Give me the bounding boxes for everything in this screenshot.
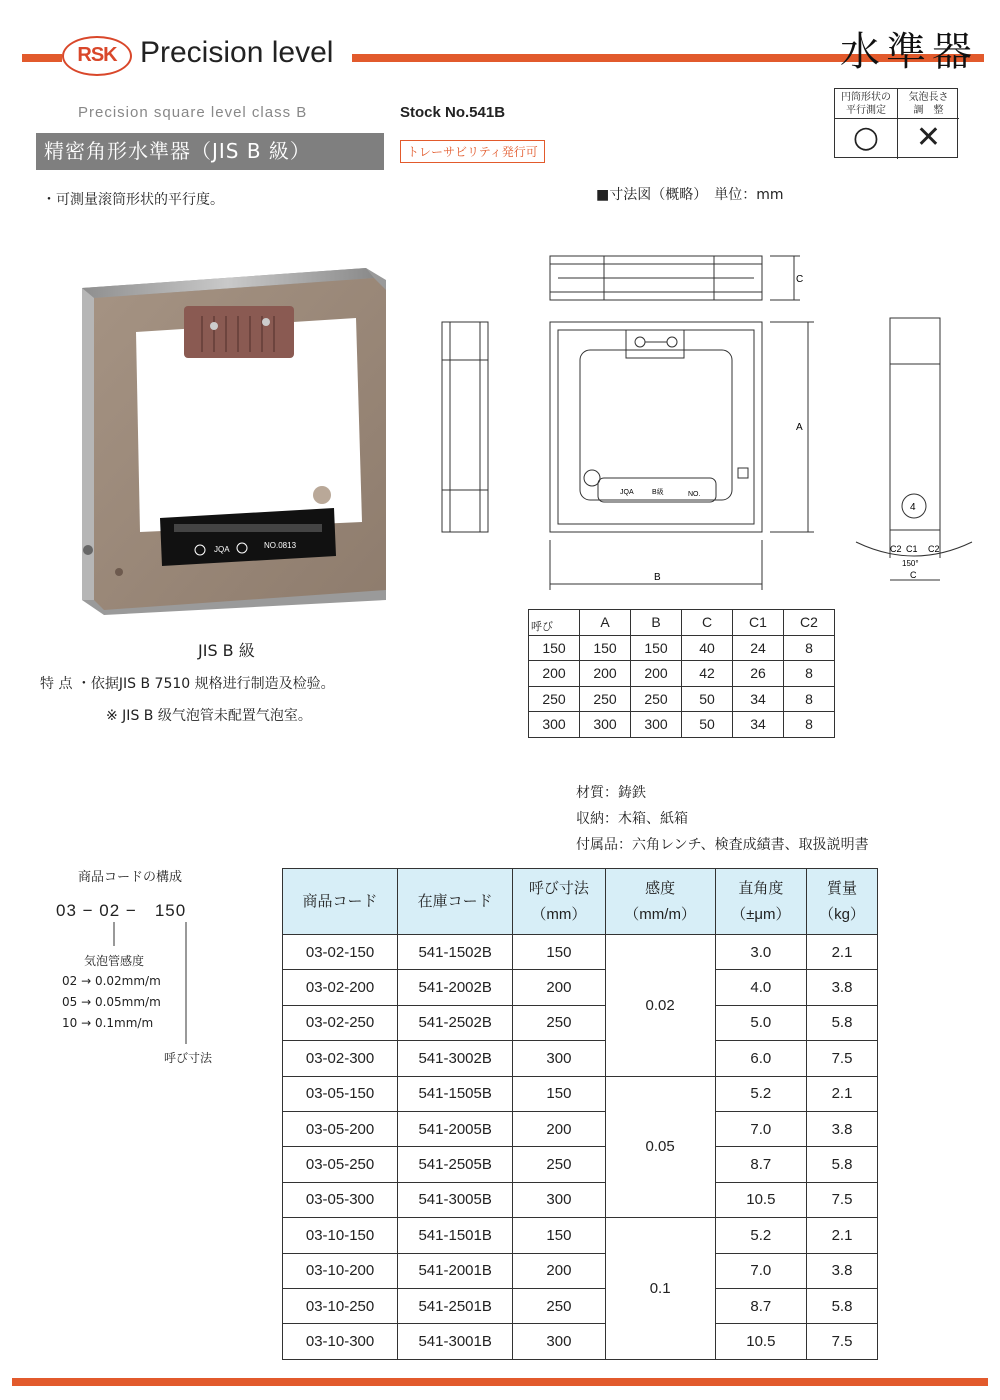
code-example: 03 − 02 − 150: [56, 901, 187, 920]
dim-cell: 34: [733, 686, 784, 712]
cell-code: 03-02-150: [283, 935, 398, 970]
sensitivity-10: 10 → 0.1mm/m: [62, 1016, 154, 1030]
dim-label-c: C: [796, 274, 804, 285]
cell-squareness: 10.5: [715, 1324, 806, 1359]
page-title-jp: 水準器: [840, 29, 978, 75]
cell-mass: 2.1: [807, 1218, 878, 1253]
table-row: [283, 1218, 878, 1253]
drawing-bclass: B級: [652, 489, 664, 496]
table-row: [283, 1182, 878, 1217]
table-row: [283, 1147, 878, 1182]
table-row: [283, 935, 878, 970]
cell-stock: 541-2005B: [398, 1111, 513, 1146]
cell-squareness: 3.0: [715, 935, 806, 970]
dim-label-a: A: [796, 422, 803, 433]
header-label: 在庫コード: [417, 892, 493, 910]
cell-size: 150: [513, 935, 605, 970]
spec-check-bubble: [897, 89, 959, 159]
cell-mass: 2.1: [807, 1076, 878, 1111]
table-row: [283, 1041, 878, 1076]
col-code: [283, 869, 398, 935]
cell-size: 150: [513, 1218, 605, 1253]
cell-mass: 7.5: [807, 1041, 878, 1076]
dim-header: C: [682, 610, 733, 636]
table-row: [283, 1111, 878, 1146]
sensitivity-05: 05 → 0.05mm/m: [62, 995, 161, 1009]
cell-stock: 541-1502B: [398, 935, 513, 970]
col-sensitivity: [605, 869, 715, 935]
dim-cell: 8: [784, 686, 835, 712]
cell-code: 03-05-300: [283, 1182, 398, 1217]
dim-header: C2: [784, 610, 835, 636]
cell-mass: 7.5: [807, 1182, 878, 1217]
col-mass: [807, 869, 878, 935]
dim-cell: 150: [631, 635, 682, 661]
cell-size: 300: [513, 1182, 605, 1217]
header-bar-left: [22, 54, 62, 62]
storage-text: 収納：木箱、紙箱: [576, 811, 688, 827]
dim-label-angle: 150°: [902, 559, 919, 568]
cell-mass: 3.8: [807, 1111, 878, 1146]
header-label: 直角度: [738, 879, 784, 897]
feature-line-2: ※ JIS B 级气泡管未配置气泡室。: [106, 708, 312, 724]
circle-icon: ○: [852, 120, 880, 155]
cell-code: 03-10-200: [283, 1253, 398, 1288]
rsk-logo: RSK: [62, 36, 132, 76]
dim-cell: 300: [580, 712, 631, 738]
cell-code: 03-02-250: [283, 1005, 398, 1040]
cell-sensitivity: 0.05: [605, 1076, 715, 1218]
dim-cell: 200: [529, 661, 580, 687]
dim-label-b: B: [654, 572, 661, 583]
spec-label: 平行測定: [846, 105, 886, 116]
cell-stock: 541-1501B: [398, 1218, 513, 1253]
cell-size: 300: [513, 1324, 605, 1359]
stock-number: Stock No.541B: [400, 104, 506, 121]
table-row: [283, 1076, 878, 1111]
dim-label-c: C: [910, 570, 917, 580]
col-size: [513, 869, 605, 935]
dim-cell: 250: [631, 686, 682, 712]
plate-number: NO.0813: [264, 541, 297, 550]
cell-size: 150: [513, 1076, 605, 1111]
dim-corner: 呼び: [529, 610, 580, 636]
spec-check-table: [834, 88, 958, 158]
cell-code: 03-10-150: [283, 1218, 398, 1253]
dim-cell: 24: [733, 635, 784, 661]
cell-stock: 541-2502B: [398, 1005, 513, 1040]
product-subtitle: Precision square level class B: [78, 104, 308, 121]
cell-mass: 3.8: [807, 1253, 878, 1288]
spec-label: 気泡長さ: [908, 92, 949, 103]
header-unit: （mm/m）: [624, 905, 696, 923]
spec-check-parallel: [835, 89, 897, 159]
spec-label: 円筒形状の: [841, 92, 891, 103]
dim-cell: 50: [682, 712, 733, 738]
dimension-drawing: [420, 240, 980, 600]
cell-squareness: 7.0: [715, 1111, 806, 1146]
dim-cell: 150: [529, 635, 580, 661]
dim-cell: 300: [631, 712, 682, 738]
dim-header: B: [631, 610, 682, 636]
header-label: 呼び寸法: [528, 879, 589, 897]
spec-label: 調 整: [913, 105, 944, 116]
cell-size: 250: [513, 1147, 605, 1182]
material-text: 材質：鋳鉄: [576, 785, 646, 801]
sensitivity-title: 気泡管感度: [84, 954, 145, 968]
drawing-no: NO.: [688, 491, 701, 498]
cell-mass: 5.8: [807, 1288, 878, 1323]
cell-size: 200: [513, 1111, 605, 1146]
dim-cell: 34: [733, 712, 784, 738]
cell-size: 200: [513, 970, 605, 1005]
dim-cell: 150: [580, 635, 631, 661]
dim-cell: 200: [631, 661, 682, 687]
cell-mass: 5.8: [807, 1147, 878, 1182]
table-row: [529, 635, 835, 661]
cell-sensitivity: 0.1: [605, 1218, 715, 1360]
cell-squareness: 10.5: [715, 1182, 806, 1217]
dim-label-c2: C2: [890, 544, 902, 554]
cell-size: 200: [513, 1253, 605, 1288]
cell-squareness: 4.0: [715, 970, 806, 1005]
cell-size: 300: [513, 1041, 605, 1076]
table-row: [529, 712, 835, 738]
dim-cell: 300: [529, 712, 580, 738]
table-row: [529, 610, 835, 636]
col-stock: [398, 869, 513, 935]
product-table: [282, 868, 878, 1360]
cell-code: 03-05-150: [283, 1076, 398, 1111]
plate-mark: JQA: [214, 545, 230, 554]
cell-stock: 541-3005B: [398, 1182, 513, 1217]
cell-sensitivity: 0.02: [605, 935, 715, 1077]
cell-stock: 541-3002B: [398, 1041, 513, 1076]
cross-icon: ✕: [915, 120, 942, 155]
dim-cell: 42: [682, 661, 733, 687]
dim-header: C1: [733, 610, 784, 636]
dim-cell: 200: [580, 661, 631, 687]
dim-header: A: [580, 610, 631, 636]
drawing-caption: ■寸法図（概略） 単位：mm: [596, 187, 784, 203]
table-row: [283, 1005, 878, 1040]
traceability-badge: トレーサビリティ発行可: [400, 140, 545, 163]
accessories-text: 付属品：六角レンチ、検査成績書、取扱説明書: [576, 837, 869, 853]
dim-cell: 250: [529, 686, 580, 712]
product-photo: [74, 260, 394, 620]
table-row: [529, 686, 835, 712]
cell-squareness: 5.2: [715, 1076, 806, 1111]
cell-size: 250: [513, 1005, 605, 1040]
dim-label-c2: C2: [928, 544, 940, 554]
dim-cell: 50: [682, 686, 733, 712]
cell-squareness: 5.2: [715, 1218, 806, 1253]
cell-code: 03-10-250: [283, 1288, 398, 1323]
product-title: 精密角形水準器（JIS B 級）: [36, 133, 384, 170]
dim-label-4: 4: [910, 502, 916, 513]
cell-stock: 541-2001B: [398, 1253, 513, 1288]
cell-stock: 541-3001B: [398, 1324, 513, 1359]
table-row: [283, 1324, 878, 1359]
dimension-table: [528, 609, 835, 738]
page-title-en: Precision level: [140, 36, 334, 69]
table-row: [283, 1253, 878, 1288]
cell-code: 03-05-200: [283, 1111, 398, 1146]
cell-squareness: 6.0: [715, 1041, 806, 1076]
dim-label-c1: C1: [906, 544, 918, 554]
cell-mass: 2.1: [807, 935, 878, 970]
drawing-jqa: JQA: [620, 489, 634, 496]
cell-squareness: 7.0: [715, 1253, 806, 1288]
cell-size: 250: [513, 1288, 605, 1323]
cell-stock: 541-2002B: [398, 970, 513, 1005]
feature-summary: ・可測量滚筒形状的平行度。: [42, 192, 224, 208]
header-label: 感度: [645, 879, 676, 897]
cell-code: 03-02-200: [283, 970, 398, 1005]
cell-mass: 7.5: [807, 1324, 878, 1359]
header-unit: （±μm）: [731, 905, 791, 923]
dim-cell: 26: [733, 661, 784, 687]
col-squareness: [715, 869, 806, 935]
sensitivity-02: 02 → 0.02mm/m: [62, 974, 161, 988]
table-row: [283, 1288, 878, 1323]
dim-cell: 250: [580, 686, 631, 712]
table-row: [283, 970, 878, 1005]
header-unit: （kg）: [819, 905, 865, 923]
photo-caption: JIS B 級: [198, 641, 255, 660]
footer-bar: [12, 1378, 988, 1386]
cell-code: 03-05-250: [283, 1147, 398, 1182]
cell-stock: 541-2505B: [398, 1147, 513, 1182]
cell-mass: 5.8: [807, 1005, 878, 1040]
cell-stock: 541-2501B: [398, 1288, 513, 1323]
cell-squareness: 8.7: [715, 1147, 806, 1182]
code-structure-title: 商品コードの構成: [78, 870, 183, 885]
size-label: 呼び寸法: [164, 1051, 213, 1065]
cell-mass: 3.8: [807, 970, 878, 1005]
table-header-row: [283, 869, 878, 935]
cell-code: 03-02-300: [283, 1041, 398, 1076]
header-unit: （mm）: [531, 905, 587, 923]
cell-code: 03-10-300: [283, 1324, 398, 1359]
cell-squareness: 5.0: [715, 1005, 806, 1040]
cell-stock: 541-1505B: [398, 1076, 513, 1111]
dim-cell: 40: [682, 635, 733, 661]
cell-squareness: 8.7: [715, 1288, 806, 1323]
dim-cell: 8: [784, 635, 835, 661]
table-row: [529, 661, 835, 687]
dim-cell: 8: [784, 661, 835, 687]
header-label: 商品コード: [302, 892, 378, 910]
feature-line-1: 特 点 ・依据JIS B 7510 规格进行制造及检验。: [40, 676, 335, 692]
header-label: 質量: [827, 879, 858, 897]
dim-cell: 8: [784, 712, 835, 738]
